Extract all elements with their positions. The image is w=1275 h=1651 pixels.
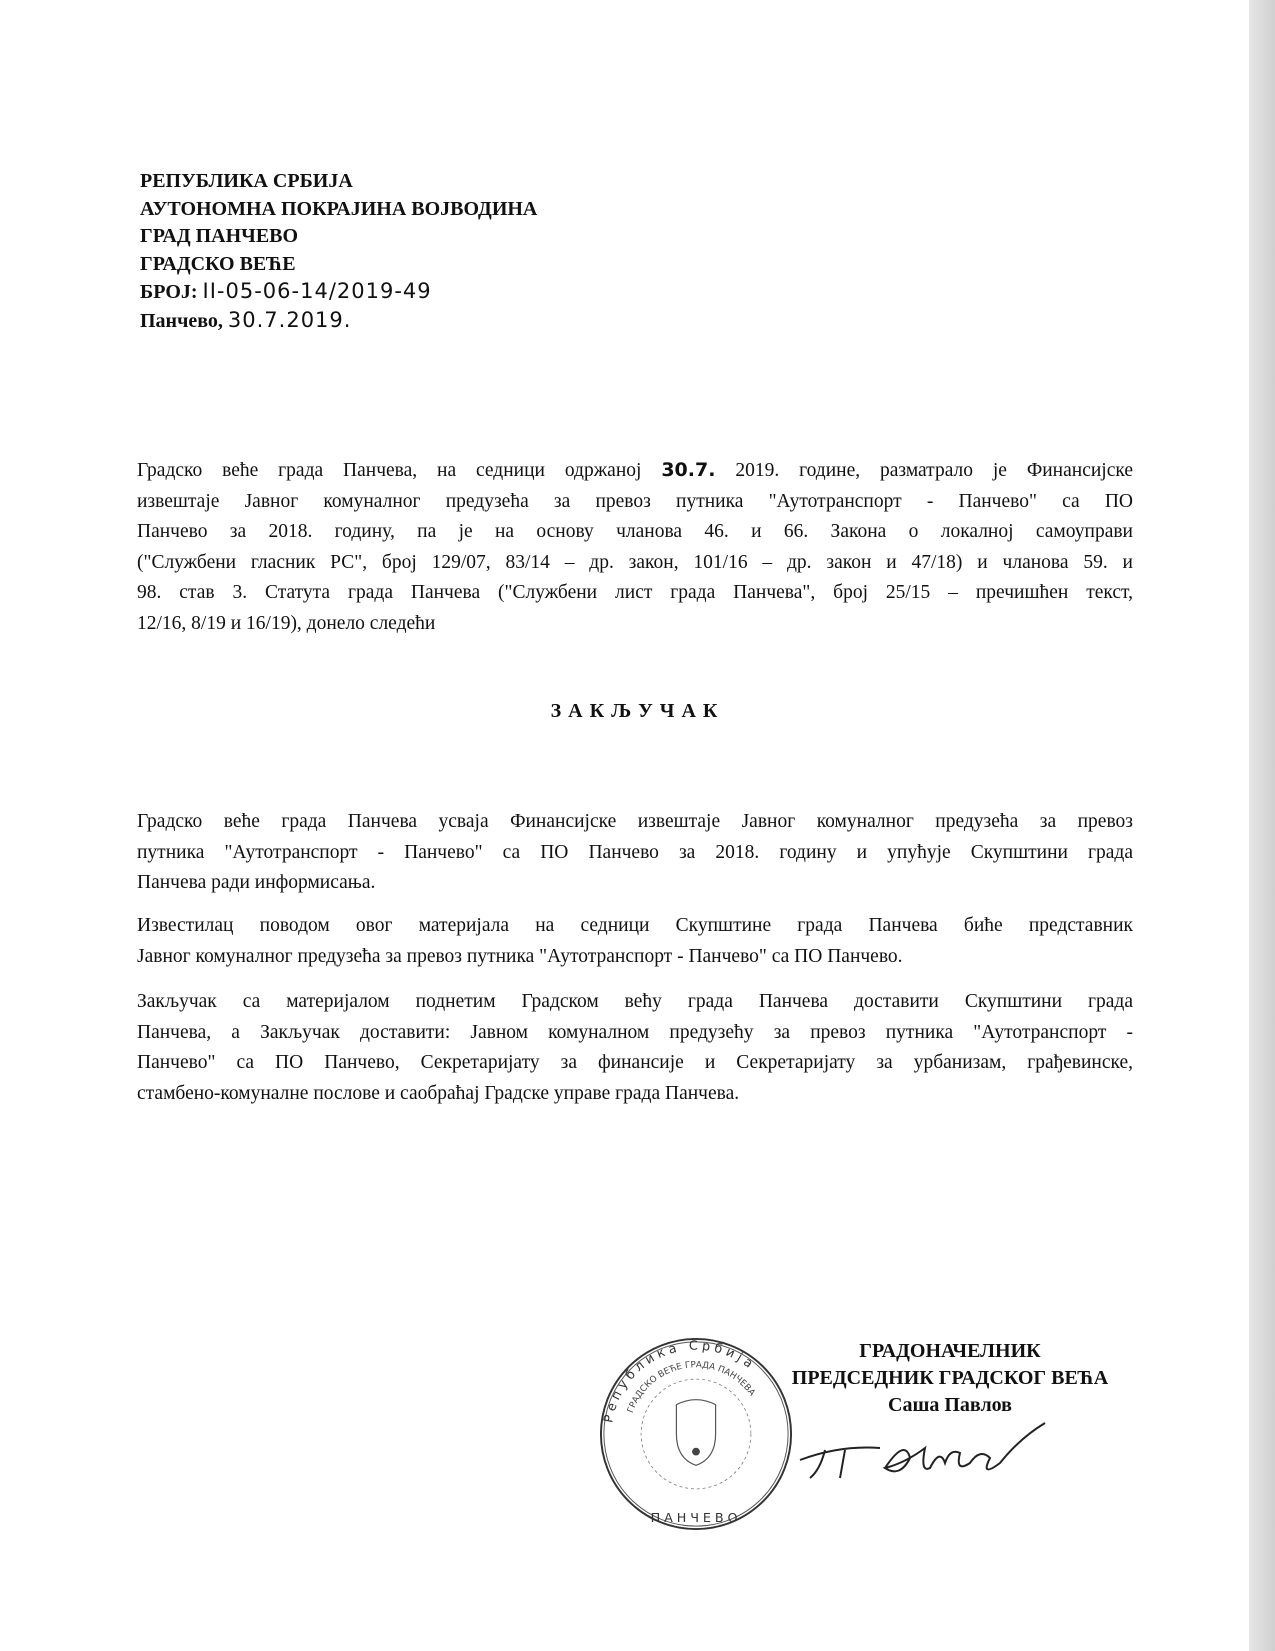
text-line: ("Службени гласник РС", број 129/07, 83/14 – др. закон, 101/16 – др. закон и 47/18) и чланова 59. и <box>137 551 1133 573</box>
intro-paragraph <box>137 455 1133 639</box>
text-line: Известилац поводом овог материјала на седници Скупштине града Панчева биће представник <box>137 915 1133 936</box>
document-place-date <box>140 307 537 336</box>
official-stamp <box>598 1336 794 1532</box>
place-label: Панчево, <box>140 309 223 332</box>
header-line: ГРАД ПАНЧЕВО <box>140 225 299 247</box>
text-line: Панчево за 2018. годину, па је на основу чланова 46. и 66. Закона о локалној самоуправи <box>137 521 1133 542</box>
text-line: Закључак са материјалом поднетим Градском већу града Панчева доставити Скупштини града <box>137 991 1133 1012</box>
header-line: ГРАДСКО ВЕЋЕ <box>140 252 296 275</box>
svg-text:ГРАДСКО ВЕЋЕ ГРАДА ПАНЧЕВА: ГРАДСКО ВЕЋЕ ГРАДА ПАНЧЕВА <box>625 1360 757 1415</box>
text-line: 12/16, 8/19 и 16/19), донело следећи <box>137 612 436 634</box>
text-line: Панчева, а Закључак доставити: Јавном комуналном предузећу за превоз путника "Аутотранспорт - <box>137 1021 1133 1043</box>
text-line: Градско веће града Панчева, на седници одржаној 30.7. 2019. године, разматрало је Финансијске <box>137 459 1134 481</box>
document-title: ЗАКЉУЧАК <box>550 700 725 722</box>
text-line: извештаје Јавног комуналног предузећа за превоз путника "Аутотранспорт - Панчево" са ПО <box>137 490 1133 512</box>
signatory-name: Саша Павлов <box>888 1394 1012 1416</box>
scan-edge <box>1249 0 1275 1651</box>
text-line: путника "Аутотранспорт - Панчево" са ПО Панчево за 2018. годину и упућује Скупштини града <box>137 841 1133 863</box>
text-line: 98. став 3. Статута града Панчева ("Службени лист града Панчева", број 25/15 – пречишћен текст, <box>137 582 1133 603</box>
document-number <box>140 278 537 307</box>
handwritten-signature <box>790 1420 1090 1490</box>
handwritten-date: 30.7. <box>661 459 716 481</box>
header-line: АУТОНОМНА ПОКРАЈИНА ВОЈВОДИНА <box>140 197 538 220</box>
text-line: стамбено-комуналне послове и саобраћај Градске управе града Панчева. <box>137 1082 740 1104</box>
header-line: РЕПУБЛИКА СРБИЈА <box>140 170 353 192</box>
text-line: Јавног комуналног предузећа за превоз путника "Аутотранспорт - Панчево" са ПО Панчево. <box>137 945 903 967</box>
signatory-title: ПРЕДСЕДНИК ГРАДСКОГ ВЕЋА <box>791 1367 1109 1389</box>
paragraph-2 <box>137 911 1133 972</box>
date-value: 30.7.2019. <box>227 307 352 332</box>
text-line: Градско веће града Панчева усваја Финансијске извештаје Јавног комуналног предузећа за превоз <box>137 811 1133 832</box>
number-label: БРОЈ: <box>140 281 198 303</box>
number-value: II-05-06-14/2019-49 <box>202 279 432 303</box>
document-header <box>140 168 537 335</box>
stamp-bottom-text: ПАНЧЕВО <box>650 1511 742 1527</box>
svg-text:Република Србија: Република Србија <box>601 1338 759 1425</box>
paragraph-1 <box>137 807 1133 899</box>
signatory-title: ГРАДОНАЧЕЛНИК <box>859 1340 1041 1362</box>
text-line: Панчево" са ПО Панчево, Секретаријату за финансије и Секретаријату за урбанизам, грађевинске, <box>137 1052 1133 1073</box>
text-line: Панчева ради информисања. <box>137 872 376 893</box>
paragraph-3 <box>137 987 1133 1109</box>
signature-block <box>780 1338 1120 1419</box>
